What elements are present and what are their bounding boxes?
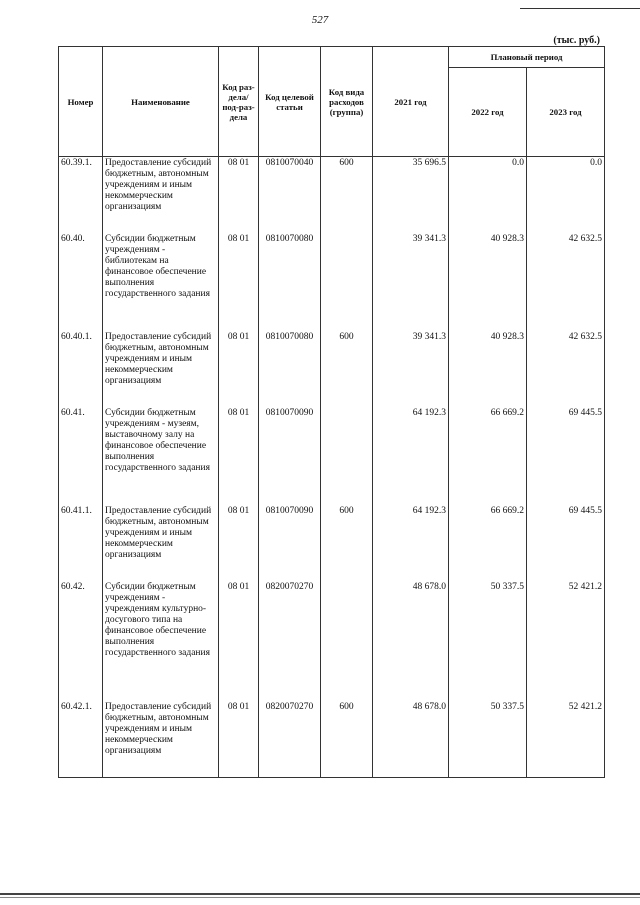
row-expense <box>321 233 373 331</box>
table-row <box>59 157 605 234</box>
row-name: Предоставление субсидий бюджетным, автономным учреждениям и иным некоммерческим организациям <box>103 331 219 407</box>
header-number: Номер <box>59 47 103 157</box>
row-2023: 42 632.5 <box>527 331 605 407</box>
row-number: 60.40. <box>59 233 103 331</box>
row-2021: 64 192.3 <box>373 407 449 505</box>
row-expense <box>321 581 373 701</box>
row-2023: 0.0 <box>527 157 605 234</box>
header-section-code: Код раз-дела/ под-раз-дела <box>219 47 259 157</box>
row-name: Предоставление субсидий бюджетным, автономным учреждениям и иным некоммерческим организациям <box>103 505 219 581</box>
row-target: 0810070040 <box>259 157 321 234</box>
header-planning-period: Плановый период <box>449 47 605 68</box>
row-name: Субсидии бюджетным учреждениям - библиотекам на финансовое обеспечение выполнения государственного задания <box>103 233 219 331</box>
row-expense: 600 <box>321 505 373 581</box>
row-2022: 50 337.5 <box>449 581 527 701</box>
bottom-rule <box>0 893 640 895</box>
row-2022: 66 669.2 <box>449 407 527 505</box>
row-2023: 69 445.5 <box>527 407 605 505</box>
table-row <box>59 505 605 581</box>
row-section: 08 01 <box>219 407 259 505</box>
table-row <box>59 331 605 407</box>
units-label: (тыс. руб.) <box>553 35 600 46</box>
row-2022: 40 928.3 <box>449 331 527 407</box>
top-rule <box>520 8 640 9</box>
row-2022: 66 669.2 <box>449 505 527 581</box>
row-2022: 0.0 <box>449 157 527 234</box>
row-section: 08 01 <box>219 331 259 407</box>
header-year-2021: 2021 год <box>373 47 449 157</box>
row-2023: 69 445.5 <box>527 505 605 581</box>
header-target-code: Код целевой статьи <box>259 47 321 157</box>
table-row <box>59 701 605 778</box>
row-number: 60.39.1. <box>59 157 103 234</box>
row-2021: 39 341.3 <box>373 331 449 407</box>
row-target: 0820070270 <box>259 581 321 701</box>
budget-table <box>58 46 605 778</box>
row-section: 08 01 <box>219 505 259 581</box>
row-expense: 600 <box>321 157 373 234</box>
row-2021: 39 341.3 <box>373 233 449 331</box>
row-2022: 40 928.3 <box>449 233 527 331</box>
row-2022: 50 337.5 <box>449 701 527 778</box>
page-number: 527 <box>311 14 329 26</box>
row-name: Субсидии бюджетным учреждениям - учреждениям культурно-досугового типа на финансовое обеспечение выполнения государственного задания <box>103 581 219 701</box>
row-number: 60.42.1. <box>59 701 103 778</box>
table-row <box>59 233 605 331</box>
row-2023: 52 421.2 <box>527 701 605 778</box>
row-name: Предоставление субсидий бюджетным, автономным учреждениям и иным некоммерческим организациям <box>103 701 219 778</box>
row-number: 60.41.1. <box>59 505 103 581</box>
row-expense <box>321 407 373 505</box>
row-target: 0810070090 <box>259 407 321 505</box>
row-target: 0820070270 <box>259 701 321 778</box>
row-number: 60.42. <box>59 581 103 701</box>
row-expense: 600 <box>321 701 373 778</box>
row-target: 0810070080 <box>259 233 321 331</box>
row-2021: 64 192.3 <box>373 505 449 581</box>
row-2021: 35 696.5 <box>373 157 449 234</box>
bottom-rule-thin <box>0 897 640 898</box>
row-2023: 42 632.5 <box>527 233 605 331</box>
row-number: 60.40.1. <box>59 331 103 407</box>
row-expense: 600 <box>321 331 373 407</box>
row-section: 08 01 <box>219 157 259 234</box>
row-section: 08 01 <box>219 701 259 778</box>
row-section: 08 01 <box>219 233 259 331</box>
header-year-2022: 2022 год <box>449 68 527 157</box>
row-number: 60.41. <box>59 407 103 505</box>
row-2023: 52 421.2 <box>527 581 605 701</box>
row-target: 0810070080 <box>259 331 321 407</box>
row-2021: 48 678.0 <box>373 701 449 778</box>
table-row <box>59 407 605 505</box>
row-name: Субсидии бюджетным учреждениям - музеям, выставочному залу на финансовое обеспечение выполнения государственного задания <box>103 407 219 505</box>
header-year-2023: 2023 год <box>527 68 605 157</box>
row-target: 0810070090 <box>259 505 321 581</box>
row-name: Предоставление субсидий бюджетным, автономным учреждениям и иным некоммерческим организациям <box>103 157 219 234</box>
header-name: Наименование <box>103 47 219 157</box>
table-row <box>59 581 605 701</box>
row-section: 08 01 <box>219 581 259 701</box>
row-2021: 48 678.0 <box>373 581 449 701</box>
header-expense-type-code: Код вида расходов (группа) <box>321 47 373 157</box>
